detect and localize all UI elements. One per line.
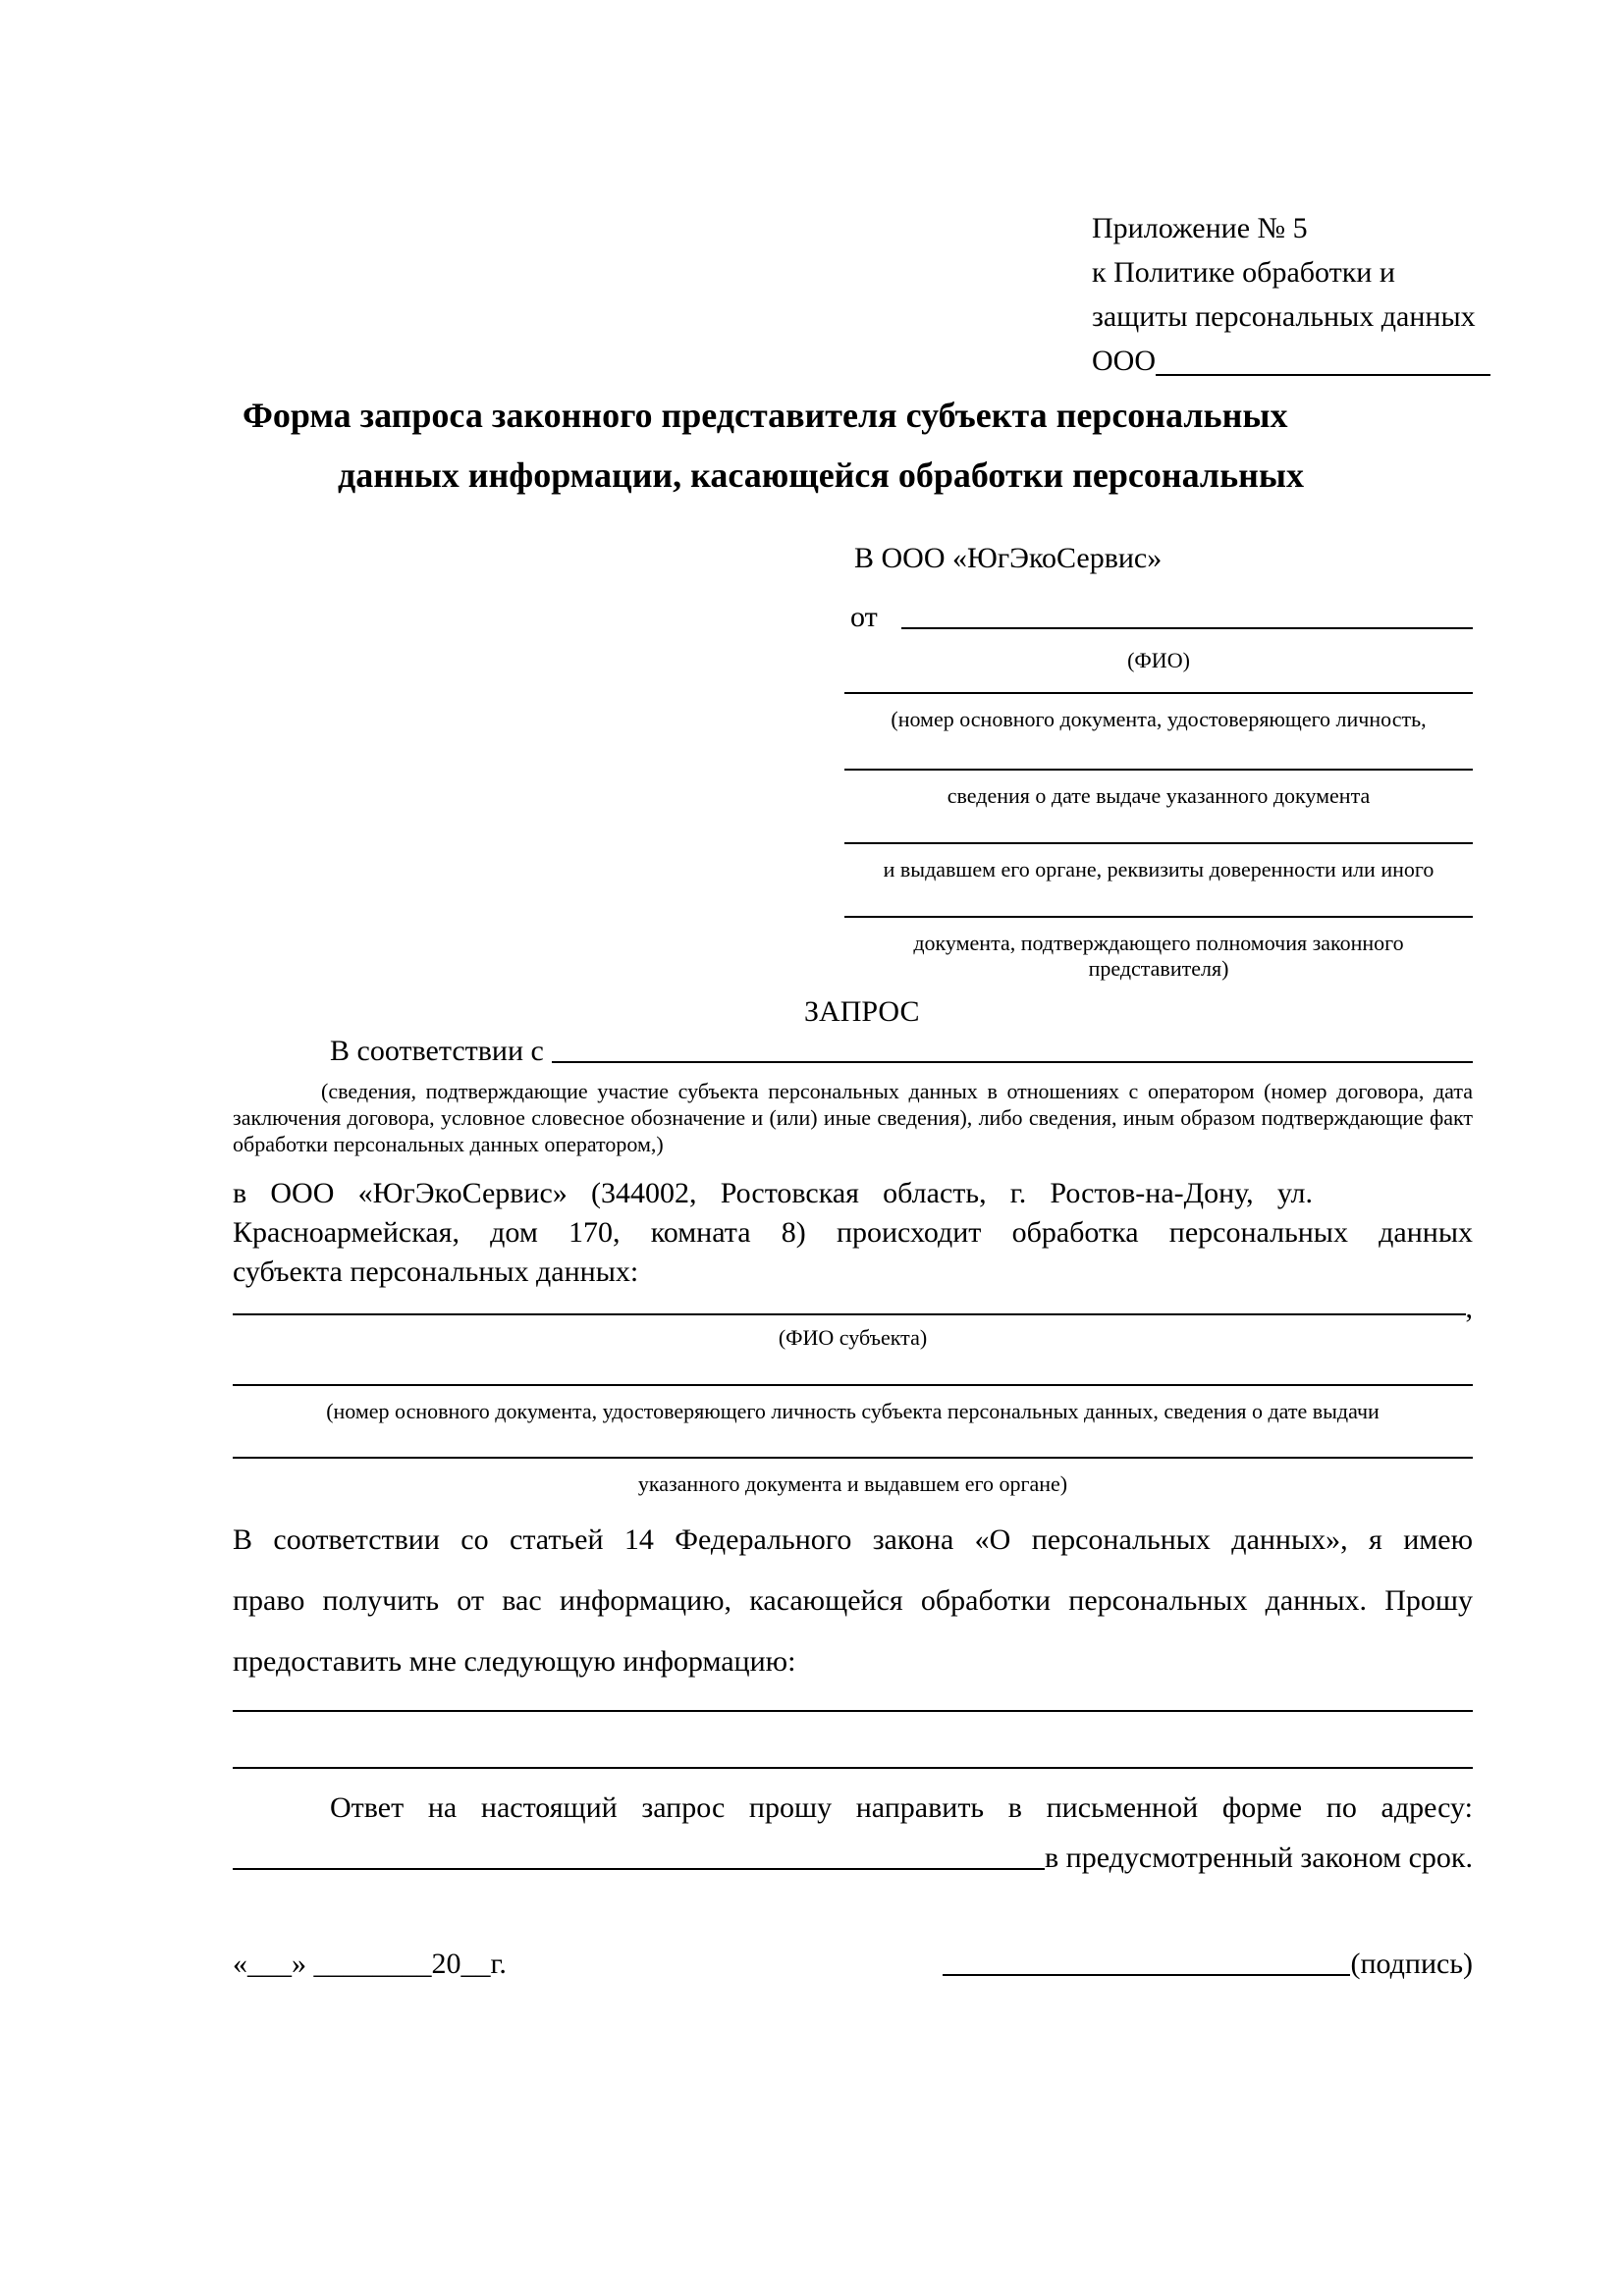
subject-fio-row — [233, 1292, 1473, 1324]
title-line-1: Форма запроса законного представителя субъекта персональных — [243, 396, 1288, 435]
from-blank-line — [901, 627, 1473, 629]
law-line-1: В соответствии со статьей 14 Федерального закона «О персональных данных», я имею — [233, 1523, 1473, 1556]
subject-doc-caption-1: (номер основного документа, удостоверяющего личность субъекта персональных данных, сведения о дате выдачи — [326, 1399, 1380, 1423]
answer-line: Ответ на настоящий запрос прошу направить в письменной форме по адресу: — [330, 1791, 1473, 1824]
signature-row — [943, 1948, 1473, 1981]
blank-line — [844, 809, 1473, 844]
answer-tail: в предусмотренный законом срок. — [1045, 1842, 1473, 1874]
blank-line — [844, 673, 1473, 694]
ooo-row — [1092, 339, 1490, 383]
answer-paragraph — [233, 1789, 1473, 1875]
accordance-label: В соответствии с — [330, 1035, 544, 1067]
appendix-block — [1092, 206, 1490, 383]
title-line-2: данных информации, касающейся обработки персональных — [338, 455, 1304, 495]
accordance-caption-line-2: заключения договора, условное словесное обозначение и (или) иные сведения), либо сведения, иным образом подтверждающие факт — [233, 1105, 1473, 1130]
accordance-caption-line-3: обработки персональных данных оператором,) — [233, 1132, 664, 1156]
accordance-caption — [233, 1078, 1473, 1157]
subject-fio-caption: (ФИО субъекта) — [778, 1325, 928, 1350]
doc-caption-2: (номер основного документа, удостоверяющего личность, — [891, 707, 1427, 731]
appendix-line-1: Приложение № 5 — [1092, 212, 1308, 244]
address-row — [233, 1843, 1473, 1875]
law-line-3: предоставить мне следующую информацию: — [233, 1645, 796, 1678]
law-paragraph — [233, 1510, 1473, 1692]
operator-line-1: в ООО «ЮгЭкоСервис» (344002, Ростовская область, г. Ростов-на-Дону, ул. — [233, 1177, 1313, 1209]
info-blank-line-1 — [233, 1710, 1473, 1712]
blank-line — [844, 732, 1473, 771]
zapros-heading: ЗАПРОС — [804, 995, 920, 1028]
blank-line — [233, 1424, 1473, 1459]
subject-fio-blank-line — [233, 1313, 1466, 1315]
blank-line — [233, 1351, 1473, 1386]
doc-caption-5: документа, подтверждающего полномочия законного представителя) — [913, 931, 1404, 981]
ooo-label: ООО — [1092, 345, 1156, 377]
operator-line-2: Красноармейская, дом 170, комната 8) происходит обработка персональных данных — [233, 1216, 1473, 1249]
law-line-2: право получить от вас информацию, касающейся обработки персональных данных. Прошу — [233, 1584, 1473, 1617]
subject-comma: , — [1465, 1292, 1473, 1324]
document-title — [233, 386, 1473, 506]
address-blank-line — [233, 1868, 1045, 1870]
subject-doc-caption-2: указанного документа и выдавшем его органе) — [637, 1471, 1068, 1496]
appendix-line-3: защиты персональных данных — [1092, 300, 1476, 333]
accordance-row — [233, 1037, 1473, 1068]
addressee-organization: В ООО «ЮгЭкоСервис» — [854, 542, 1163, 574]
signature-caption: (подпись) — [1350, 1948, 1473, 1980]
accordance-blank-line — [552, 1061, 1473, 1063]
fio-caption: (ФИО) — [1127, 648, 1190, 672]
blank-line — [844, 882, 1473, 918]
accordance-caption-line-1: (сведения, подтверждающие участие субъекта персональных данных в отношениях с оператором (номер договора, дата — [321, 1079, 1473, 1103]
doc-caption-3: сведения о дате выдаче указанного документа — [947, 783, 1371, 808]
operator-paragraph — [233, 1174, 1473, 1292]
ooo-blank-line — [1156, 374, 1490, 376]
doc-caption-4: и выдавшем его органе, реквизиты доверенности или иного — [883, 857, 1435, 881]
addressee-block — [844, 540, 1473, 982]
from-row — [844, 603, 1473, 634]
from-label: от — [850, 601, 878, 633]
footer-row — [233, 1948, 1473, 1981]
signature-blank-line — [943, 1974, 1350, 1976]
subject-blanks — [233, 1294, 1473, 1497]
appendix-line-2: к Политике обработки и — [1092, 256, 1395, 289]
date-blank: «___» ________20__г. — [233, 1948, 507, 1980]
info-blank-line-2 — [233, 1767, 1473, 1769]
operator-line-3: субъекта персональных данных: — [233, 1255, 639, 1288]
